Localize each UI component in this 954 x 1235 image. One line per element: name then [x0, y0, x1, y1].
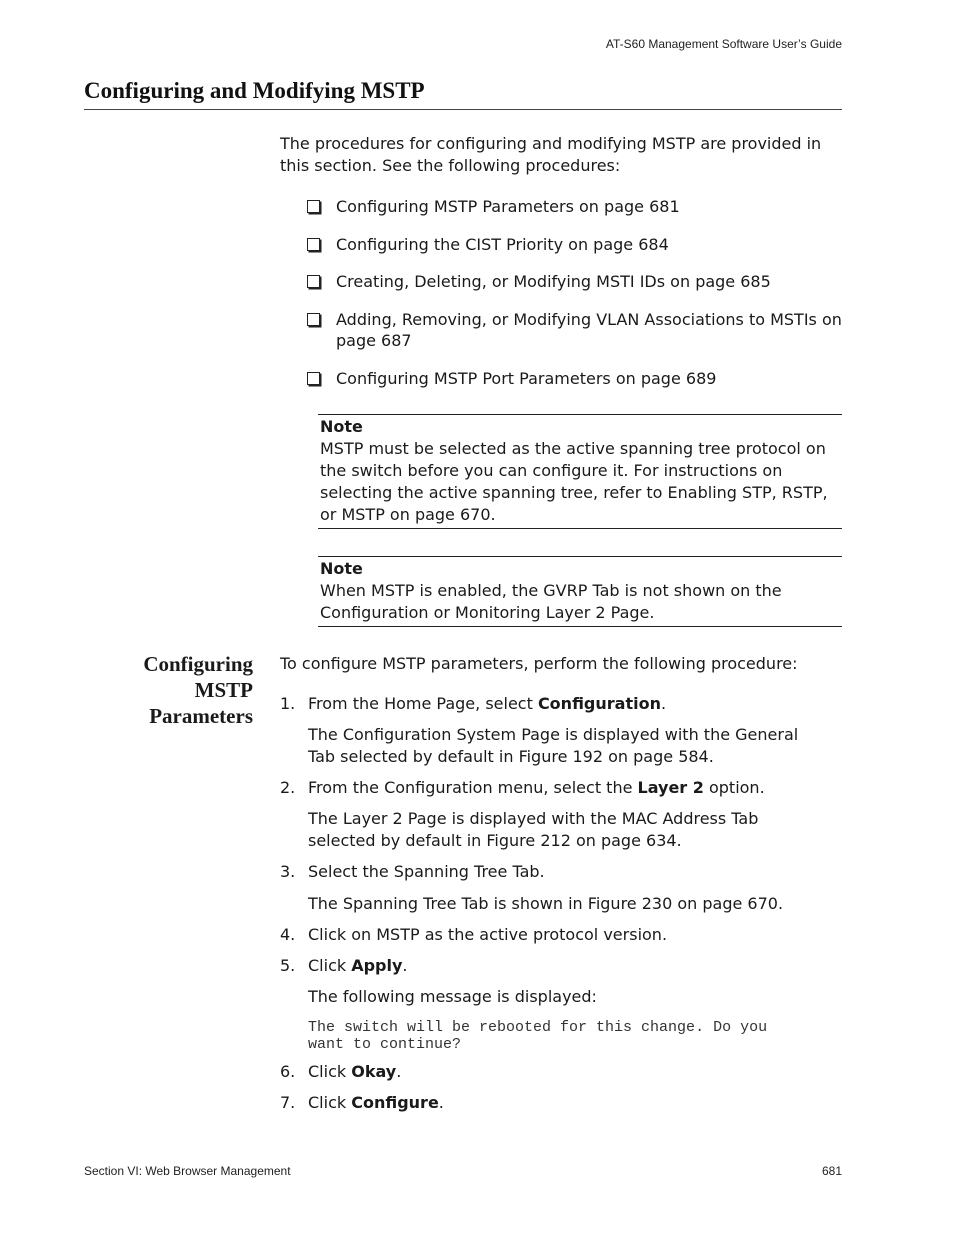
step-text: Click Apply.	[308, 956, 408, 975]
list-item-text: Creating, Deleting, or Modifying MSTI IDs on page 685	[336, 272, 771, 291]
list-item-text: Adding, Removing, or Modifying VLAN Associations to MSTIs on page 687	[336, 310, 842, 350]
system-message: The switch will be rebooted for this change. Do you want to continue?	[308, 1019, 768, 1053]
list-item	[308, 368, 842, 389]
footer-section: Section VI: Web Browser Management	[84, 1164, 291, 1178]
checkbox-icon	[307, 313, 320, 326]
intro-paragraph: The procedures for configuring and modifying MSTP are provided in this section. See the following procedures:	[280, 134, 822, 175]
running-header: AT-S60 Management Software User’s Guide	[605, 37, 842, 51]
list-item-text: Configuring MSTP Port Parameters on page 689	[336, 369, 717, 388]
checkbox-icon	[307, 200, 320, 213]
note-label: Note	[320, 559, 363, 578]
subsection-intro: To configure MSTP parameters, perform the following procedure:	[280, 654, 798, 673]
note-text: MSTP must be selected as the active spanning tree protocol on the switch before you can configure it. For instructions on selecting the active spanning tree, refer to Enabling STP, RSTP, or MSTP on page 670.	[320, 439, 828, 524]
step-note: The Configuration System Page is displayed with the General Tab selected by default in Figure 192 on page 584.	[308, 725, 799, 766]
list-item	[308, 271, 842, 292]
step-number: 3.	[280, 862, 296, 881]
checkbox-icon	[307, 275, 320, 288]
step-text: Click Okay.	[308, 1062, 402, 1081]
note-text: When MSTP is enabled, the GVRP Tab is not shown on the Configuration or Monitoring Layer 2 Page.	[320, 581, 782, 622]
step-note: The Spanning Tree Tab is shown in Figure 230 on page 670.	[308, 894, 784, 913]
list-item	[308, 234, 842, 255]
step-number: 1.	[280, 694, 296, 713]
step-number: 6.	[280, 1062, 296, 1081]
step-number: 4.	[280, 925, 296, 944]
step-text: Click on MSTP as the active protocol version.	[308, 925, 668, 944]
note-label: Note	[320, 417, 363, 436]
step-text: From the Configuration menu, select the Layer 2 option.	[308, 778, 765, 797]
page-number: 681	[821, 1164, 842, 1178]
checkbox-icon	[307, 372, 320, 385]
page-title: Configuring and Modifying MSTP	[84, 78, 425, 103]
note-box	[318, 414, 842, 529]
title-divider	[84, 109, 842, 110]
step-note: The following message is displayed:	[308, 987, 597, 1006]
step-number: 5.	[280, 956, 296, 975]
list-item-text: Configuring MSTP Parameters on page 681	[336, 197, 680, 216]
step-text: Select the Spanning Tree Tab.	[308, 862, 545, 881]
checkbox-icon	[307, 238, 320, 251]
subsection-title: Configuring MSTP Parameters	[143, 652, 253, 728]
note-box	[318, 556, 842, 627]
step-text: Click Configure.	[308, 1093, 444, 1112]
list-item	[308, 309, 842, 351]
list-item-text: Configuring the CIST Priority on page 684	[336, 235, 669, 254]
step-number: 2.	[280, 778, 296, 797]
step-text: From the Home Page, select Configuration.	[308, 694, 667, 713]
step-number: 7.	[280, 1093, 296, 1112]
list-item	[308, 196, 842, 217]
step-note: The Layer 2 Page is displayed with the MAC Address Tab selected by default in Figure 212 on page 634.	[308, 809, 759, 850]
